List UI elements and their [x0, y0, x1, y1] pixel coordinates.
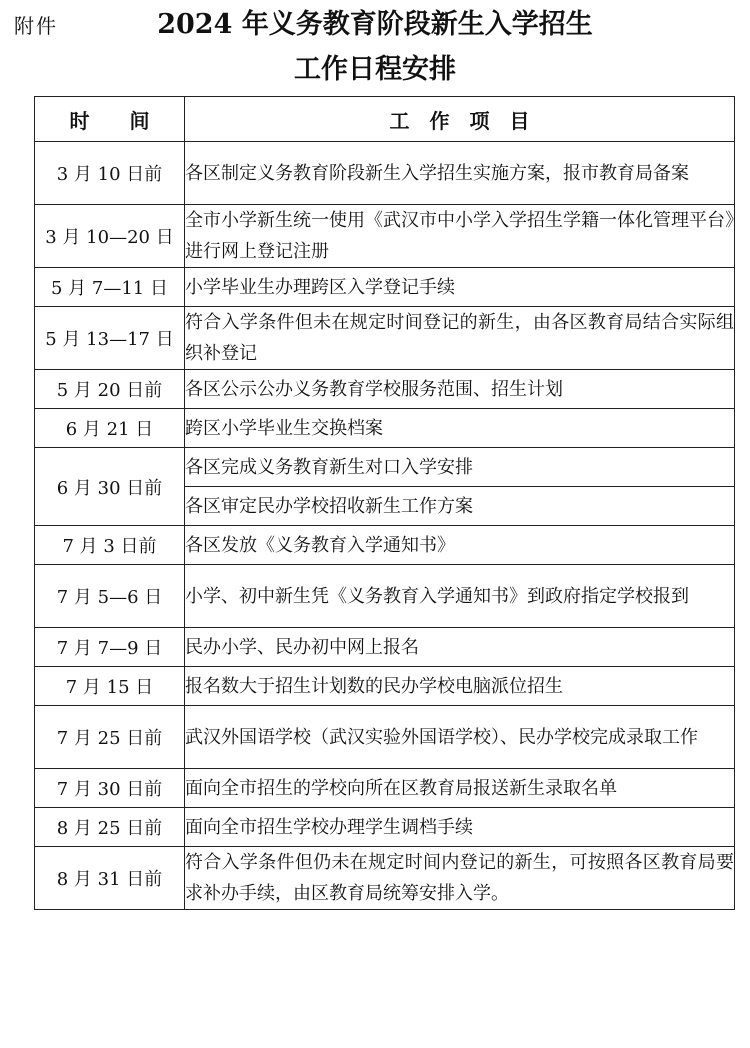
header-time: 时 间 [35, 97, 185, 142]
row-date: 7 月 15 日 [35, 667, 185, 706]
table-row [35, 409, 735, 448]
row-date: 3 月 10 日前 [35, 142, 185, 205]
table-row [35, 142, 735, 205]
table-row [35, 847, 735, 910]
row-date: 5 月 20 日前 [35, 370, 185, 409]
row-date: 7 月 3 日前 [35, 526, 185, 565]
table-row [35, 706, 735, 769]
row-date: 5 月 7—11 日 [35, 268, 185, 307]
table-row [35, 628, 735, 667]
row-date: 6 月 30 日前 [35, 448, 185, 526]
row-item: 各区审定民办学校招收新生工作方案 [185, 487, 735, 526]
table-row [35, 667, 735, 706]
row-date: 6 月 21 日 [35, 409, 185, 448]
row-date: 5 月 13—17 日 [35, 307, 185, 370]
row-item: 面向全市招生学校办理学生调档手续 [185, 808, 735, 847]
table-row [35, 307, 735, 370]
schedule-table [34, 96, 735, 910]
table-row [35, 565, 735, 628]
row-date: 8 月 31 日前 [35, 847, 185, 910]
row-item: 报名数大于招生计划数的民办学校电脑派位招生 [185, 667, 735, 706]
row-item: 小学、初中新生凭《义务教育入学通知书》到政府指定学校报到 [185, 565, 735, 628]
row-item: 小学毕业生办理跨区入学登记手续 [185, 268, 735, 307]
table-row [35, 448, 735, 487]
table-header-row [35, 97, 735, 142]
row-item: 各区发放《义务教育入学通知书》 [185, 526, 735, 565]
row-date: 3 月 10—20 日 [35, 205, 185, 268]
table-row [35, 769, 735, 808]
row-item: 跨区小学毕业生交换档案 [185, 409, 735, 448]
document-title-line1: 2024 年义务教育阶段新生入学招生 [157, 9, 593, 40]
table-row [35, 205, 735, 268]
table-row [35, 808, 735, 847]
row-date: 7 月 30 日前 [35, 769, 185, 808]
row-date: 8 月 25 日前 [35, 808, 185, 847]
row-item: 民办小学、民办初中网上报名 [185, 628, 735, 667]
row-item: 武汉外国语学校（武汉实验外国语学校）、民办学校完成录取工作 [185, 706, 735, 769]
row-item: 符合入学条件但未在规定时间登记的新生，由各区教育局结合实际组织补登记 [185, 307, 735, 370]
row-item: 各区完成义务教育新生对口入学安排 [185, 448, 735, 487]
row-item: 符合入学条件但仍未在规定时间内登记的新生，可按照各区教育局要求补办手续，由区教育局统筹安排入学。 [185, 847, 735, 910]
row-date: 7 月 7—9 日 [35, 628, 185, 667]
table-row [35, 370, 735, 409]
table-row [35, 268, 735, 307]
table-row [35, 526, 735, 565]
row-item: 面向全市招生的学校向所在区教育局报送新生录取名单 [185, 769, 735, 808]
row-item: 各区公示公办义务教育学校服务范围、招生计划 [185, 370, 735, 409]
row-date: 7 月 5—6 日 [35, 565, 185, 628]
row-item: 各区制定义务教育阶段新生入学招生实施方案，报市教育局备案 [185, 142, 735, 205]
row-item: 全市小学新生统一使用《武汉市中小学入学招生学籍一体化管理平台》进行网上登记注册 [185, 205, 735, 268]
attachment-label: 附件 [14, 14, 58, 38]
header-work-item: 工 作 项 目 [185, 97, 735, 142]
document-title-line2: 工作日程安排 [294, 54, 456, 85]
row-date: 7 月 25 日前 [35, 706, 185, 769]
